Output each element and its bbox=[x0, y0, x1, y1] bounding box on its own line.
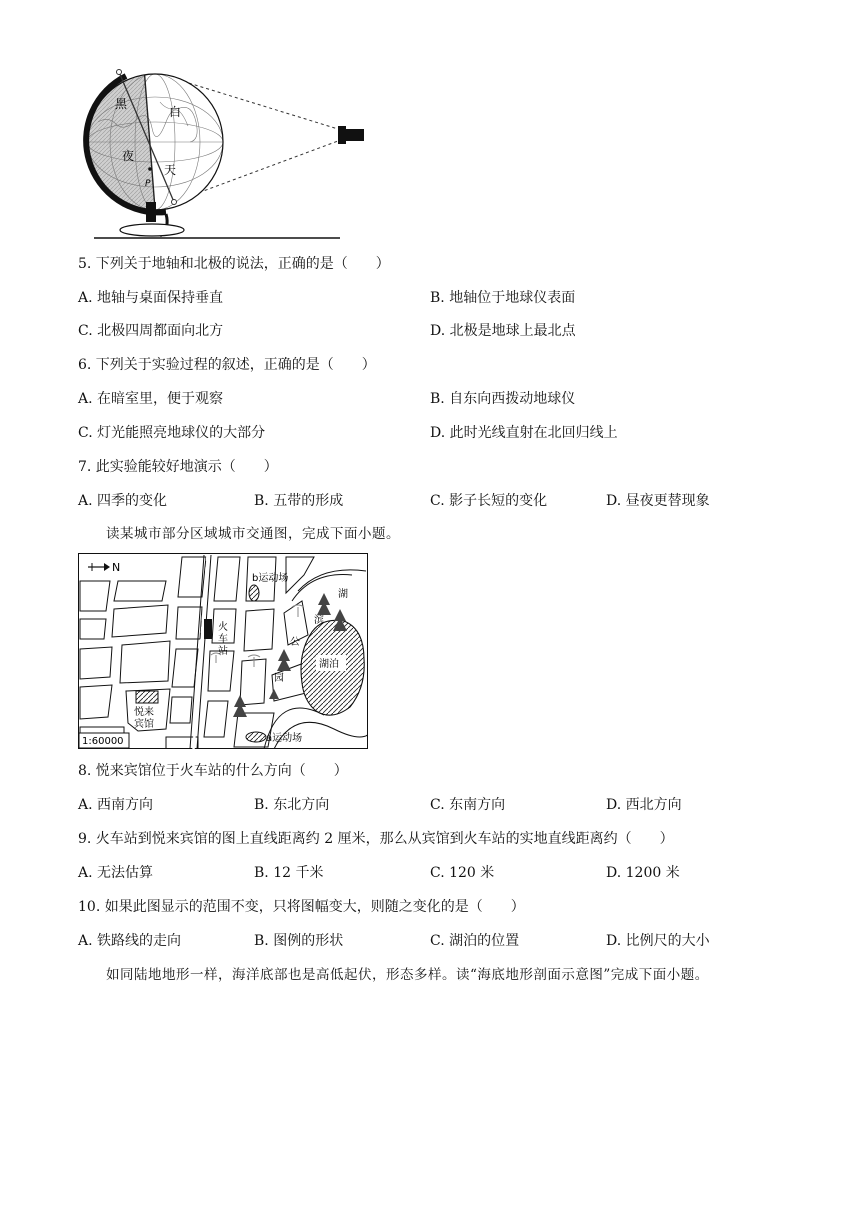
question-10-stem: 10. 如果此图显示的范围不变，只将图幅变大，则随之变化的是（ ） bbox=[78, 899, 525, 915]
stadium-b-marker bbox=[249, 585, 259, 601]
lake-label: 湖泊 bbox=[319, 659, 339, 670]
station-marker bbox=[204, 619, 212, 639]
q9-option-d[interactable]: D. 1200 米 bbox=[606, 865, 680, 881]
q7-option-a[interactable]: A. 四季的变化 bbox=[78, 493, 168, 509]
q9-option-c[interactable]: C. 120 米 bbox=[430, 865, 495, 881]
q8-option-d[interactable]: D. 西北方向 bbox=[606, 797, 682, 813]
q9-option-b[interactable]: B. 12 千米 bbox=[254, 865, 324, 881]
map-section-intro: 读某城市部分区域城市交通图，完成下面小题。 bbox=[106, 526, 400, 542]
station-label-3: 站 bbox=[218, 646, 228, 657]
park-label-1: 湖 bbox=[338, 589, 348, 600]
q10-option-b[interactable]: B. 图例的形状 bbox=[254, 933, 344, 949]
park-label-3: 公 bbox=[290, 637, 300, 648]
q5-option-d[interactable]: D. 北极是地球上最北点 bbox=[430, 323, 576, 339]
question-5-stem: 5. 下列关于地轴和北极的说法，正确的是（ ） bbox=[78, 256, 390, 272]
globe-figure bbox=[70, 62, 370, 246]
q6-option-d[interactable]: D. 此时光线直射在北回归线上 bbox=[430, 425, 618, 441]
q10-option-c[interactable]: C. 湖泊的位置 bbox=[430, 933, 520, 949]
q8-option-b[interactable]: B. 东北方向 bbox=[254, 797, 330, 813]
globe-label-night: 夜 bbox=[122, 149, 135, 163]
seafloor-section-intro: 如同陆地地形一样，海洋底部也是高低起伏，形态多样。读“海底地形剖面示意图”完成下面小题。 bbox=[106, 967, 709, 983]
q7-option-c[interactable]: C. 影子长短的变化 bbox=[430, 493, 548, 509]
q9-option-a[interactable]: A. 无法估算 bbox=[78, 865, 154, 881]
q6-option-c[interactable]: C. 灯光能照亮地球仪的大部分 bbox=[78, 425, 266, 441]
q6-option-a[interactable]: A. 在暗室里，便于观察 bbox=[78, 391, 224, 407]
question-8-stem: 8. 悦来宾馆位于火车站的什么方向（ ） bbox=[78, 763, 348, 779]
q5-option-a[interactable]: A. 地轴与桌面保持垂直 bbox=[78, 290, 224, 306]
globe-label-white: 白 bbox=[169, 105, 182, 119]
q7-option-b[interactable]: B. 五带的形成 bbox=[254, 493, 344, 509]
q10-option-d[interactable]: D. 比例尺的大小 bbox=[606, 933, 710, 949]
question-6-stem: 6. 下列关于实验过程的叙述，正确的是（ ） bbox=[78, 357, 376, 373]
hotel-label-1: 悦来 bbox=[134, 707, 154, 718]
scale-label: 1:60000 bbox=[82, 736, 124, 747]
globe-illustration bbox=[70, 62, 370, 246]
q5-option-c[interactable]: C. 北极四周都面向北方 bbox=[78, 323, 224, 339]
city-map-svg bbox=[78, 553, 368, 749]
north-label: N bbox=[112, 561, 121, 574]
globe-label-dark: 黑 bbox=[115, 97, 128, 111]
station-label-1: 火 bbox=[218, 622, 228, 633]
question-9-stem: 9. 火车站到悦来宾馆的图上直线距离约 2 厘米，那么从宾馆到火车站的实地直线距离约（ ） bbox=[78, 831, 674, 847]
q6-option-b[interactable]: B. 自东向西拨动地球仪 bbox=[430, 391, 576, 407]
park-label-4: 园 bbox=[274, 673, 284, 684]
q10-option-a[interactable]: A. 铁路线的走向 bbox=[78, 933, 182, 949]
q5-option-b[interactable]: B. 地轴位于地球仪表面 bbox=[430, 290, 576, 306]
point-p-marker bbox=[148, 167, 152, 171]
stadium-a-label: a运动场 bbox=[266, 733, 303, 744]
station-label-2: 车 bbox=[218, 634, 228, 645]
q8-option-c[interactable]: C. 东南方向 bbox=[430, 797, 506, 813]
city-traffic-map bbox=[78, 553, 368, 749]
hotel-marker bbox=[136, 691, 158, 703]
q7-option-d[interactable]: D. 昼夜更替现象 bbox=[606, 493, 710, 509]
globe-label-point: P bbox=[145, 179, 151, 189]
park-label-2: 滨 bbox=[314, 615, 324, 626]
hotel-label-2: 宾馆 bbox=[134, 719, 154, 730]
stadium-a-marker bbox=[246, 732, 266, 742]
q8-option-a[interactable]: A. 西南方向 bbox=[78, 797, 154, 813]
stadium-b-label: b运动场 bbox=[252, 573, 289, 584]
question-7-stem: 7. 此实验能较好地演示（ ） bbox=[78, 459, 278, 475]
globe-label-day: 天 bbox=[164, 163, 177, 177]
